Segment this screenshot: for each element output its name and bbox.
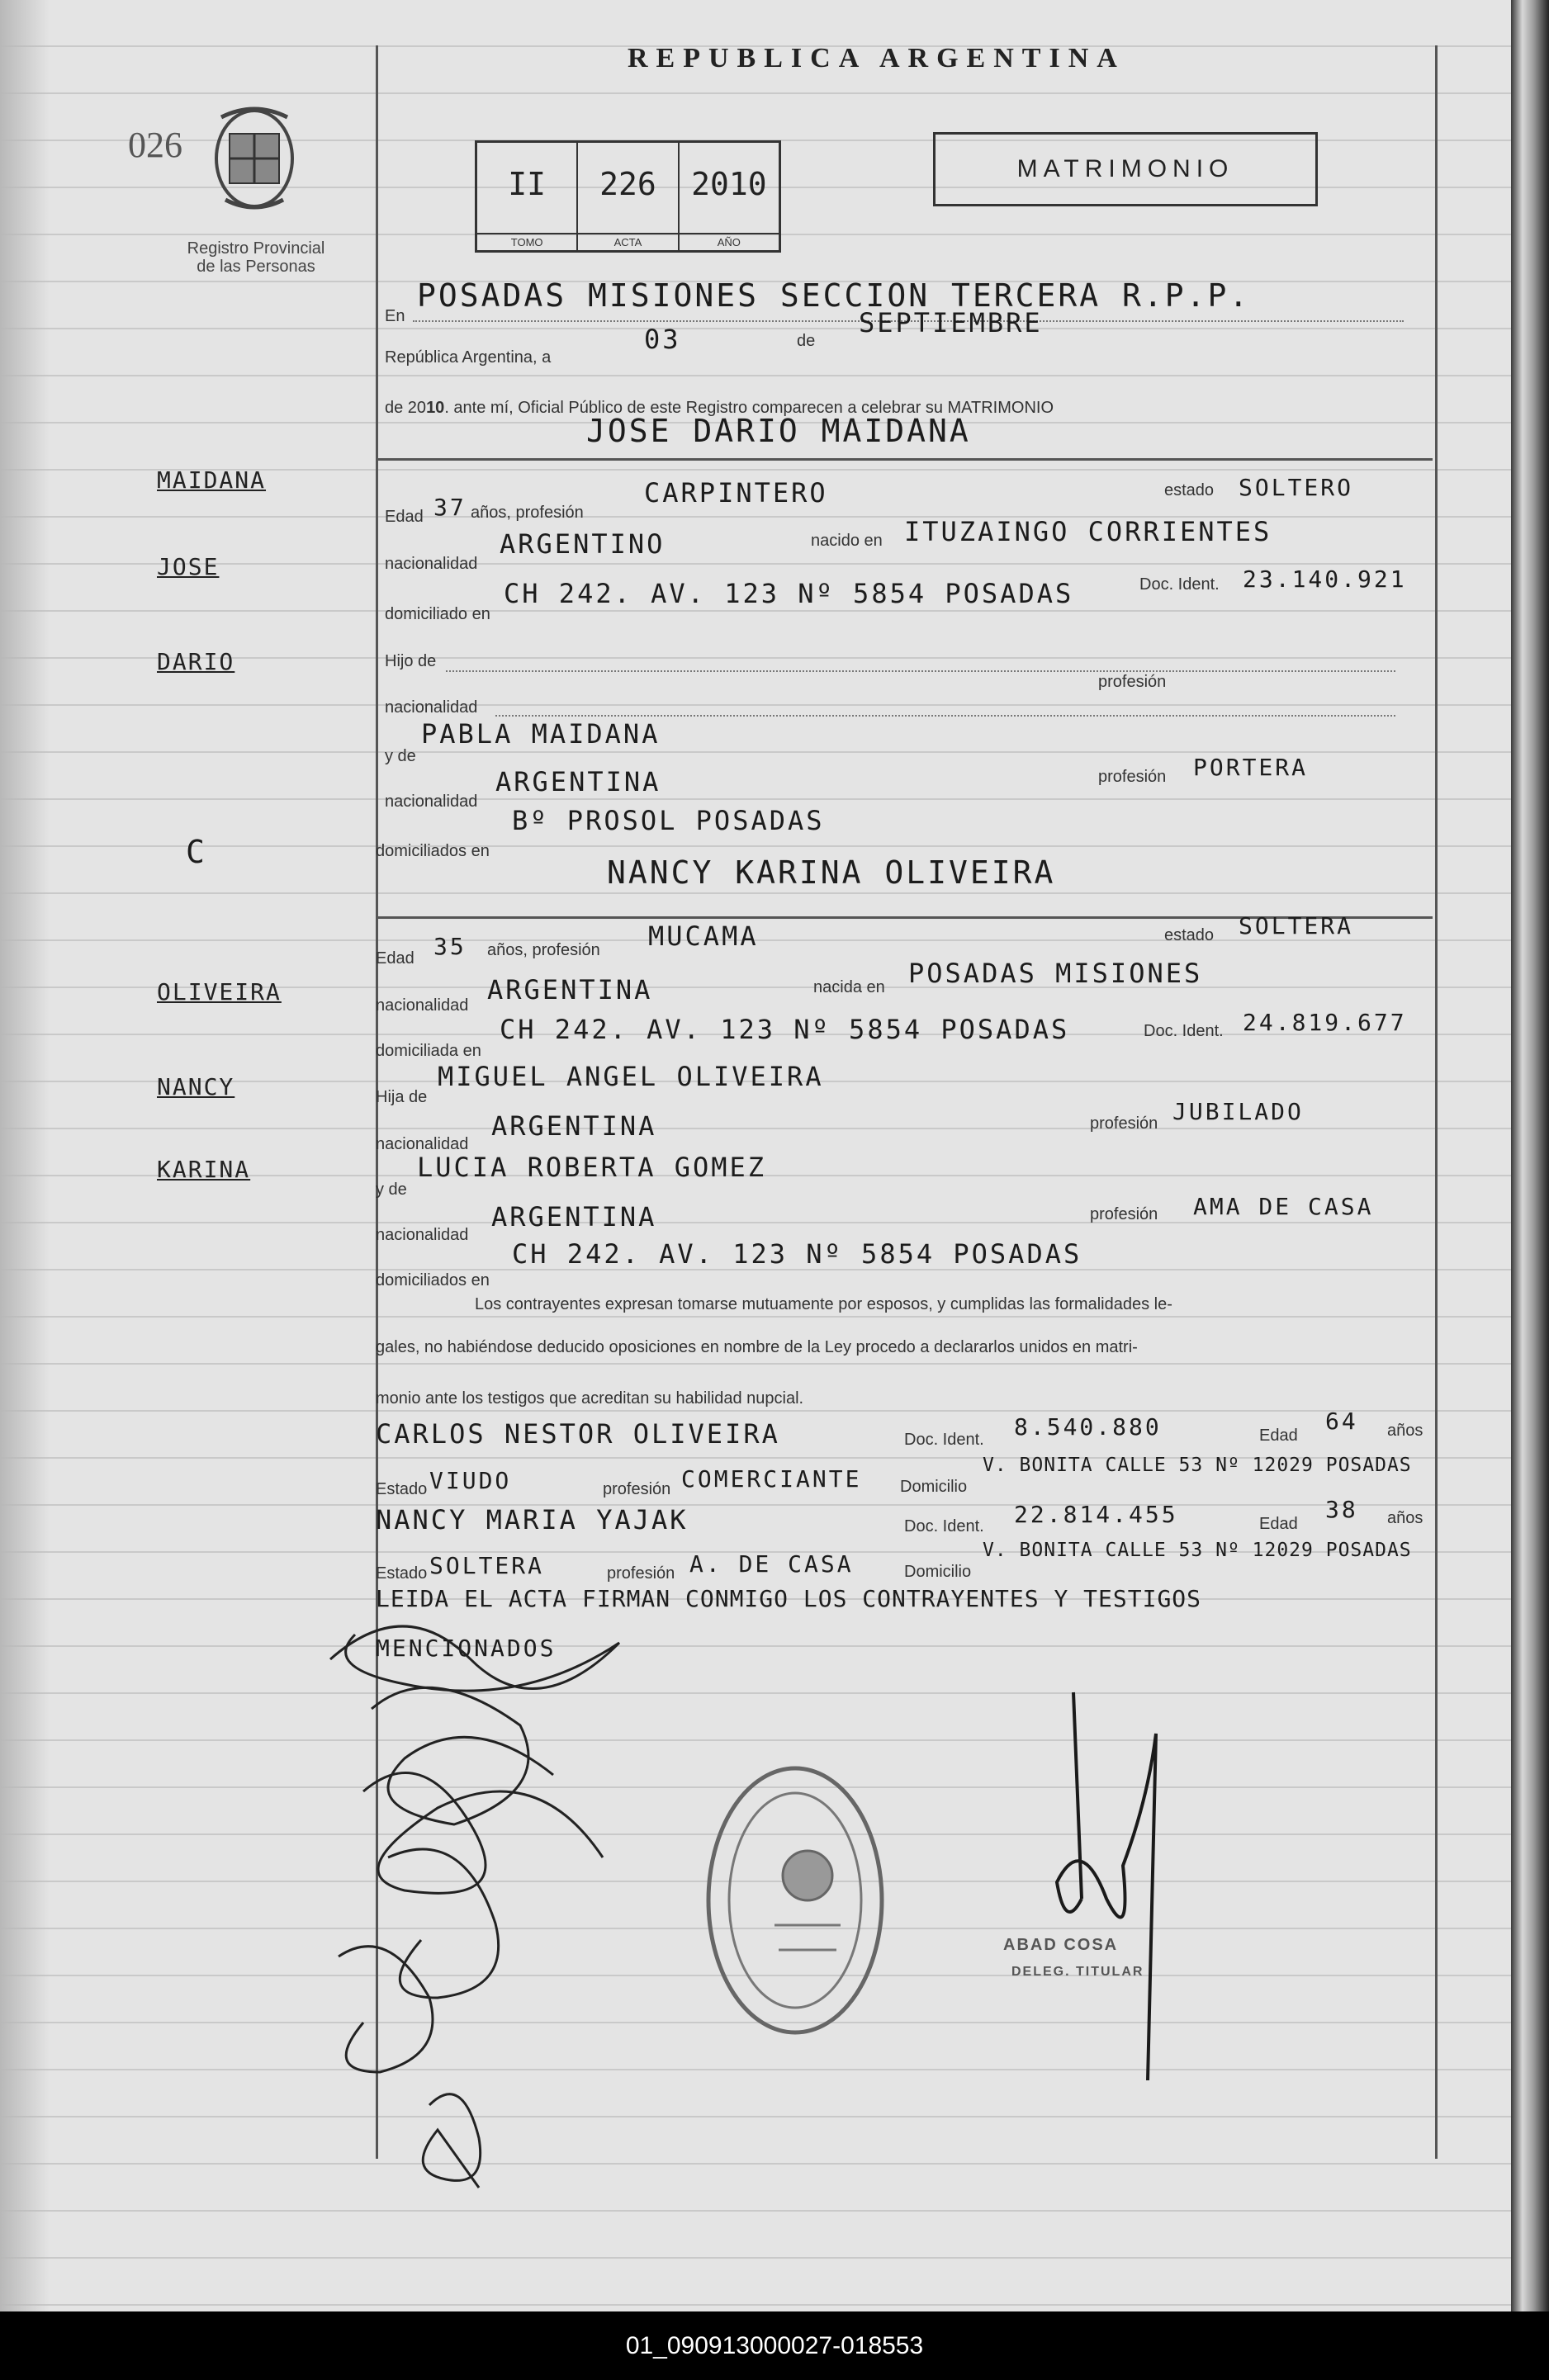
acta-cell	[578, 143, 679, 250]
groom-father-nat-line	[495, 715, 1395, 717]
witness1-doc-label: Doc. Ident.	[904, 1431, 984, 1449]
bride-birthplace: POSADAS MISIONES	[908, 958, 1203, 989]
bride-father-nat-label: nacionalidad	[376, 1135, 469, 1153]
tomo-cell	[477, 143, 578, 250]
act-type-box	[933, 132, 1318, 206]
conjunction: C	[186, 834, 207, 870]
witness1-doc-number: 8.540.880	[1014, 1413, 1162, 1441]
bride-margin-surname: OLIVEIRA	[157, 978, 282, 1005]
declaration-line3: monio ante los testigos que acreditan su habilidad nupcial.	[376, 1389, 804, 1408]
bride-dom-label: domiciliada en	[376, 1042, 481, 1060]
bride-nat-label: nacionalidad	[376, 996, 469, 1015]
groom-yde-label: y de	[385, 747, 416, 765]
groom-doc-label: Doc. Ident.	[1139, 575, 1220, 594]
de-label: de	[797, 332, 816, 350]
groom-birthplace: ITUZAINGO CORRIENTES	[904, 516, 1272, 547]
groom-mother-nat-label: nacionalidad	[385, 793, 478, 811]
witness2-doc-label: Doc. Ident.	[904, 1517, 984, 1535]
groom-edad-label: Edad	[385, 508, 424, 526]
groom-father-prof-label: profesión	[1098, 673, 1167, 691]
bride-hija-label: Hija de	[376, 1088, 428, 1106]
groom-mother-nationality: ARGENTINA	[495, 766, 661, 797]
groom-dom-label: domiciliado en	[385, 605, 490, 623]
groom-doc-number: 23.140.921	[1243, 565, 1407, 593]
bride-doc-label: Doc. Ident.	[1144, 1022, 1224, 1040]
act-type: MATRIMONIO	[1016, 155, 1234, 182]
groom-margin-name2: DARIO	[157, 648, 235, 675]
bride-margin-name1: NANCY	[157, 1073, 235, 1100]
bride-full-name: NANCY KARINA OLIVEIRA	[607, 854, 1056, 891]
bride-father-profession: JUBILADO	[1172, 1098, 1304, 1125]
witness1-profession: COMERCIANTE	[681, 1465, 862, 1493]
witness2-civil-status: SOLTERA	[429, 1552, 545, 1579]
groom-mother-prof-label: profesión	[1098, 768, 1167, 786]
closing-line1: LEIDA EL ACTA FIRMAN CONMIGO LOS CONTRAYENTES Y TESTIGOS	[376, 1585, 1202, 1612]
registry-label	[149, 239, 363, 276]
statement-text: . ante mí, Oficial Público de este Registro comparecen a celebrar su MATRIMONIO	[444, 399, 1054, 417]
anio-value: 2010	[691, 166, 767, 202]
republica-label: República Argentina, a	[385, 348, 552, 367]
official-stamp-line1: ABAD COSA	[1003, 1936, 1119, 1954]
groom-profesion-label: años, profesión	[471, 504, 584, 522]
day-value: 03	[644, 324, 681, 355]
witness1-domicilio-label: Domicilio	[900, 1478, 968, 1496]
bride-parents-address: CH 242. AV. 123 Nº 5854 POSADAS	[512, 1238, 1082, 1270]
tomo-value: II	[508, 166, 547, 202]
groom-father-line	[446, 670, 1395, 672]
bride-yde-label: y de	[376, 1181, 407, 1199]
groom-margin-surname: MAIDANA	[157, 466, 267, 494]
groom-age: 37	[433, 494, 467, 521]
bride-nacida-label: nacida en	[813, 978, 885, 996]
witness2-edad-label: Edad	[1259, 1515, 1298, 1533]
groom-nat-label: nacionalidad	[385, 555, 478, 573]
witness1-civil-status: VIUDO	[429, 1467, 512, 1494]
registry-label-line1: Registro Provincial	[187, 239, 325, 258]
bride-mother-name: LUCIA ROBERTA GOMEZ	[417, 1152, 767, 1183]
groom-full-name: JOSE DARIO MAIDANA	[586, 413, 971, 449]
bride-mother-profession: AMA DE CASA	[1193, 1193, 1374, 1220]
groom-address: CH 242. AV. 123 Nº 5854 POSADAS	[504, 578, 1074, 609]
witness2-estado-label: Estado	[376, 1564, 428, 1583]
bride-father-name: MIGUEL ANGEL OLIVEIRA	[438, 1061, 824, 1092]
official-stamp-line2: DELEG. TITULAR	[1011, 1965, 1144, 1979]
declaration-line1: Los contrayentes expresan tomarse mutuamente por esposos, y cumplidas las formalidades le-	[475, 1295, 1172, 1313]
image-id: 01_090913000027-018553	[625, 2331, 924, 2359]
registration-box	[475, 140, 781, 253]
groom-civil-status: SOLTERO	[1239, 474, 1354, 501]
groom-nacido-label: nacido en	[811, 532, 883, 550]
witness2-anos-label: años	[1387, 1509, 1423, 1527]
witness1-estado-label: Estado	[376, 1480, 428, 1498]
witness2-domicilio-label: Domicilio	[904, 1563, 972, 1581]
en-label: En	[385, 307, 405, 325]
acta-label: ACTA	[578, 233, 677, 248]
groom-parents-address: Bº PROSOL POSADAS	[512, 805, 825, 836]
witness2-profession: A. DE CASA	[689, 1550, 854, 1578]
official-seal	[700, 1760, 890, 2041]
bride-edad-label: Edad	[376, 949, 414, 968]
witness1-edad-label: Edad	[1259, 1427, 1298, 1445]
groom-hijo-label: Hijo de	[385, 652, 437, 670]
year-suffix: 10	[426, 399, 445, 417]
witness1-address: V. BONITA CALLE 53 Nº 12029 POSADAS	[983, 1455, 1412, 1476]
groom-father-nat-label: nacionalidad	[385, 698, 478, 717]
image-id-footer	[0, 2311, 1549, 2380]
month-value: SEPTIEMBRE	[859, 307, 1043, 338]
contrayentes-signatures	[306, 1610, 652, 2204]
page-number: 026	[128, 125, 182, 165]
witness1-profesion-label: profesión	[603, 1480, 671, 1498]
witness1-anos-label: años	[1387, 1422, 1423, 1440]
bride-civil-status: SOLTERA	[1239, 912, 1354, 939]
bride-nationality: ARGENTINA	[487, 974, 653, 1005]
witness1-age: 64	[1325, 1408, 1358, 1435]
anio-label: AÑO	[680, 233, 779, 248]
document-title: REPUBLICA ARGENTINA	[628, 43, 1125, 73]
groom-estado-label: estado	[1164, 481, 1215, 499]
page-shadow	[0, 0, 50, 2311]
acta-value: 226	[599, 166, 656, 202]
groom-parents-dom-label: domiciliados en	[376, 842, 490, 860]
groom-section-divider	[376, 458, 1433, 461]
groom-nationality: ARGENTINO	[500, 528, 666, 560]
witness2-name: NANCY MARIA YAJAK	[376, 1504, 689, 1535]
witness1-name: CARLOS NESTOR OLIVEIRA	[376, 1418, 780, 1450]
witness2-profesion-label: profesión	[607, 1564, 675, 1583]
bride-mother-prof-label: profesión	[1090, 1205, 1158, 1223]
bride-address: CH 242. AV. 123 Nº 5854 POSADAS	[500, 1014, 1070, 1045]
tomo-label: TOMO	[477, 233, 576, 248]
witness2-address: V. BONITA CALLE 53 Nº 12029 POSADAS	[983, 1540, 1412, 1561]
bride-profesion-label: años, profesión	[487, 941, 600, 959]
anio-cell	[680, 143, 779, 250]
bride-age: 35	[433, 933, 467, 960]
declaration-line2: gales, no habiéndose deducido oposiciones en nombre de la Ley procedo a declararlos unidos en matri-	[376, 1338, 1138, 1356]
witness2-age: 38	[1325, 1496, 1358, 1523]
groom-margin-name1: JOSE	[157, 553, 220, 580]
groom-mother-profession: PORTERA	[1193, 754, 1309, 781]
place-value: POSADAS MISIONES SECCION TERCERA R.P.P.	[417, 277, 1251, 314]
bride-estado-label: estado	[1164, 926, 1215, 944]
witness2-doc-number: 22.814.455	[1014, 1501, 1178, 1528]
bride-father-prof-label: profesión	[1090, 1114, 1158, 1133]
bride-mother-nat-label: nacionalidad	[376, 1226, 469, 1244]
bride-mother-nationality: ARGENTINA	[491, 1201, 657, 1233]
bride-margin-name2: KARINA	[157, 1156, 251, 1183]
groom-mother-name: PABLA MAIDANA	[421, 718, 661, 750]
closing-line2: MENCIONADOS	[376, 1635, 557, 1662]
bride-parents-dom-label: domiciliados en	[376, 1271, 490, 1289]
registry-label-line2: de las Personas	[197, 258, 315, 276]
bride-father-nationality: ARGENTINA	[491, 1110, 657, 1142]
groom-profession: CARPINTERO	[644, 477, 828, 509]
year-prefix: de 20	[385, 399, 427, 417]
bride-profession: MUCAMA	[648, 920, 759, 952]
bride-doc-number: 24.819.677	[1243, 1009, 1407, 1036]
book-edge	[1511, 0, 1549, 2311]
official-signature	[1049, 1684, 1181, 2097]
provincial-crest-icon	[205, 101, 304, 216]
